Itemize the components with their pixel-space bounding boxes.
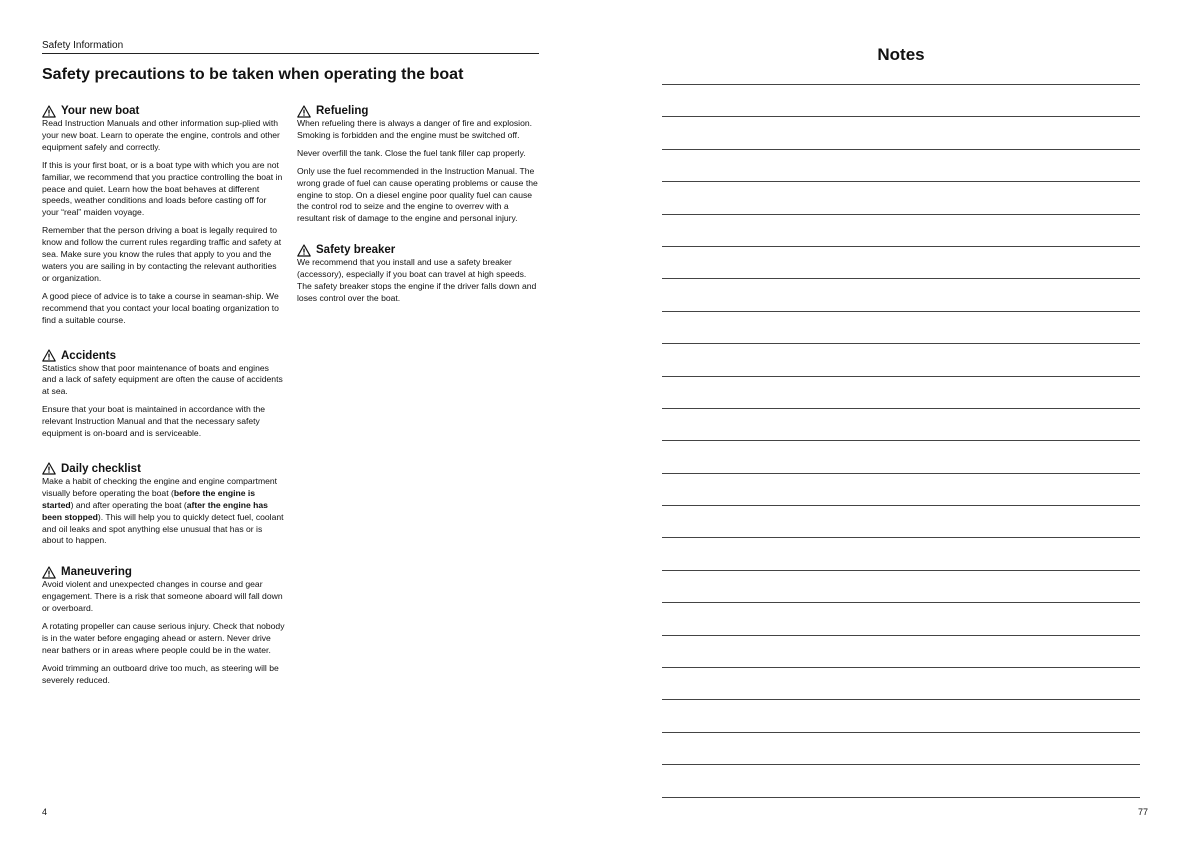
warning-icon <box>297 105 311 118</box>
section-heading <box>42 462 285 476</box>
note-line <box>662 117 1140 149</box>
note-line <box>662 571 1140 603</box>
section-your-new-boat <box>42 104 285 327</box>
text-run: Never overfill the tank. Close the fuel tank filler cap properly. <box>297 147 526 158</box>
paragraph <box>42 291 285 327</box>
section-maneuvering <box>42 565 285 686</box>
section-heading-text: Maneuvering <box>61 566 132 579</box>
note-line <box>662 150 1140 182</box>
note-line <box>662 700 1140 732</box>
text-run: A rotating propeller can cause serious injury. Check that nobody is in the water before engaging ahead or astern. Never drive near bathers or in areas where people could be in the water. <box>42 621 285 655</box>
notes-lines <box>662 84 1140 798</box>
note-line <box>662 441 1140 473</box>
warning-icon <box>297 244 311 257</box>
paragraph <box>42 404 285 440</box>
bold-text: after the engine has been stopped <box>42 499 268 522</box>
section-heading <box>297 243 540 257</box>
section-accidents <box>42 349 285 440</box>
section-heading-text: Daily checklist <box>61 462 141 475</box>
page-number-right: 77 <box>1138 807 1149 817</box>
paragraph <box>297 148 540 160</box>
section-heading <box>42 349 285 363</box>
page-number-left: 4 <box>42 807 48 817</box>
section-heading <box>297 104 540 118</box>
paragraph <box>42 663 285 687</box>
text-run: Ensure that your boat is maintained in accordance with the relevant Instruction Manual and that the necessary safety equipment is on-board and is serviceable. <box>42 404 266 439</box>
note-line <box>662 733 1140 765</box>
paragraph <box>42 160 285 220</box>
bold-text: before the engine is started <box>42 487 256 510</box>
paragraph <box>297 257 540 305</box>
paragraph <box>42 363 285 399</box>
left-column <box>42 104 285 693</box>
warning-icon <box>42 462 56 475</box>
note-line <box>662 409 1140 441</box>
paragraph <box>42 225 285 285</box>
text-run: Statistics show that poor maintenance of boats and engines and a lack of safety equipment are often the cause of accidents at sea. <box>42 362 283 397</box>
text-run: Avoid violent and unexpected changes in course and gear engagement. There is a risk that someone aboard will fall down or overboard. <box>42 579 283 614</box>
header-rule <box>42 53 539 54</box>
section-refueling <box>297 104 540 225</box>
note-line <box>662 279 1140 311</box>
paragraph <box>42 579 285 615</box>
paragraph <box>42 118 285 154</box>
note-line <box>662 474 1140 506</box>
text-run: Read Instruction Manuals and other information sup-plied with your new boat. Learn to operate the engine, controls and other equipment safely and correctly. <box>42 118 280 152</box>
note-line <box>662 603 1140 635</box>
note-line <box>662 377 1140 409</box>
note-line <box>662 636 1140 668</box>
page-title: Safety precautions to be taken when operating the boat <box>42 66 464 83</box>
warning-icon <box>42 349 56 362</box>
note-line <box>662 668 1140 700</box>
section-heading-text: Refueling <box>316 105 369 117</box>
section-heading <box>42 104 285 118</box>
text-run: Remember that the person driving a boat is legally required to know and follow the current rules regarding traffic and safety at sea. Make sure you know the rules that apply to you and the waters you are sailing in by contacting the relevant authorities or organization. <box>42 225 282 283</box>
running-header: Safety Information <box>42 40 124 51</box>
text-run: ) and after operating the boat ( <box>70 499 187 510</box>
warning-icon <box>42 566 56 579</box>
text-run: ). This will help you to quickly detect fuel, coolant and oil leaks and spot anything else unusual that has or is about to happen. <box>42 511 284 546</box>
right-column <box>297 104 540 311</box>
section-daily-checklist <box>42 462 285 547</box>
text-run: Only use the fuel recommended in the Instruction Manual. The wrong grade of fuel can cause operating problems or cause the engine to stop. On a diesel engine poor quality fuel can cause the control rod to seize and the engine to overrev with a resultant risk of damage to the engine and personal injury. <box>297 165 538 224</box>
paragraph <box>42 476 285 547</box>
note-line <box>662 312 1140 344</box>
text-run: A good piece of advice is to take a course in seaman-ship. We recommend that you contact your local boating organization to find a suitable course. <box>42 290 279 325</box>
text-run: When refueling there is always a danger of fire and explosion. Smoking is forbidden and the engine must be switched off. <box>297 118 533 140</box>
text-run: Avoid trimming an outboard drive too much, as steering will be severely reduced. <box>42 662 279 685</box>
text-run: Make a habit of checking the engine and engine compartment visually before operating the boat ( <box>42 475 278 498</box>
warning-icon <box>42 105 56 118</box>
section-heading-text: Your new boat <box>61 105 140 117</box>
text-run: We recommend that you install and use a safety breaker (accessory), especially if you boat can travel at high speeds. The safety breaker stops the engine if the driver falls down and loses control over the boat. <box>297 257 537 303</box>
section-heading <box>42 565 285 579</box>
paragraph <box>297 118 540 142</box>
note-line <box>662 247 1140 279</box>
note-line <box>662 215 1140 247</box>
section-safety-breaker <box>297 243 540 305</box>
note-line <box>662 344 1140 376</box>
note-line <box>662 506 1140 538</box>
note-line <box>662 538 1140 570</box>
section-heading-text: Safety breaker <box>316 244 396 257</box>
note-line <box>662 765 1140 797</box>
section-heading-text: Accidents <box>61 349 116 362</box>
note-line <box>662 182 1140 214</box>
text-run: If this is your first boat, or is a boat type with which you are not familiar, we recommend that you practice controlling the boat in peace and quiet. Learn how the boat behaves at different speeds, weather conditions and loads before casting off for your “real” maiden voyage. <box>42 159 283 218</box>
note-line <box>662 85 1140 117</box>
paragraph <box>297 166 540 226</box>
notes-title: Notes <box>877 45 925 64</box>
paragraph <box>42 621 285 657</box>
